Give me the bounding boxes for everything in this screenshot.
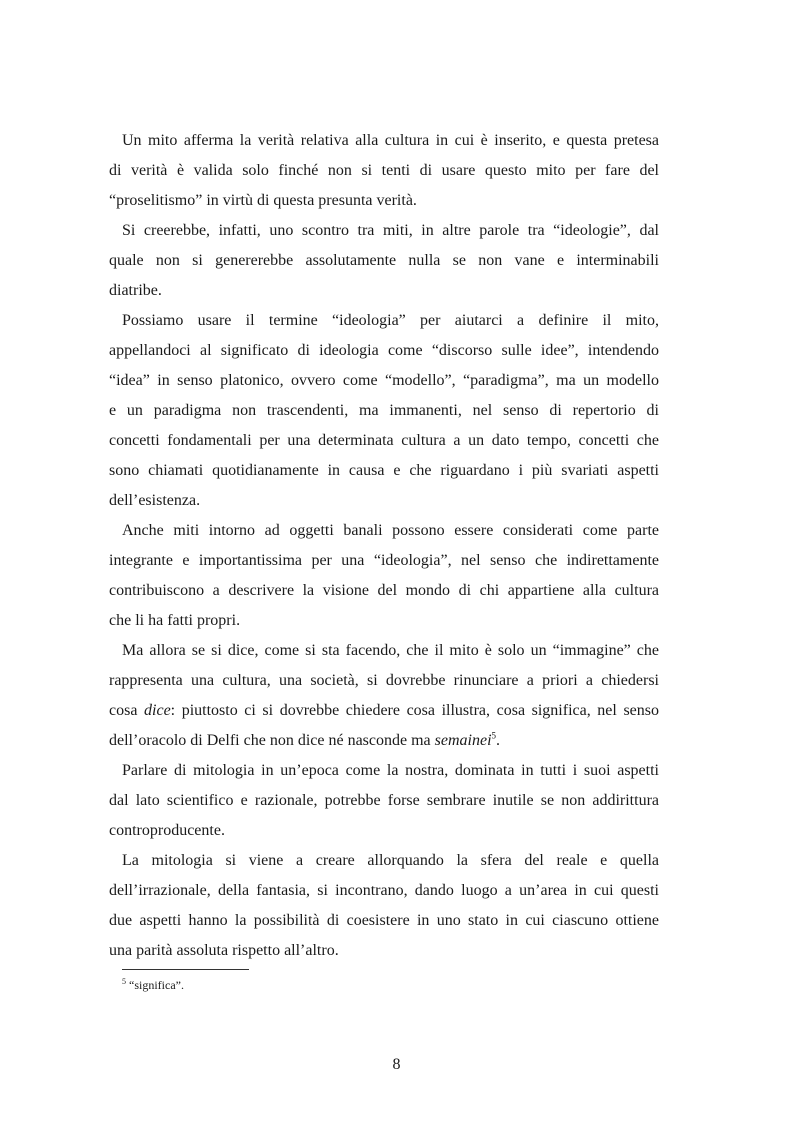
text-line: controproducente. [109, 822, 225, 839]
text-line: Un mito afferma la verità relativa alla cultura in cui è inserito, e questa pretesa [122, 132, 659, 149]
paragraph-1 [109, 126, 659, 216]
text-run: : piuttosto ci si dovrebbe chiedere cosa illustra, cosa significa, nel senso [170, 702, 659, 719]
text-run: dell’oracolo di Delfi che non dice né nasconde ma [109, 732, 435, 749]
footnote-number: 5 [122, 977, 126, 986]
footnote-text: “significa”. [126, 978, 184, 992]
text-line: Possiamo usare il termine “ideologia” per aiutarci a definire il mito, [122, 312, 659, 329]
footnote-reference[interactable]: 5 [491, 730, 497, 741]
text-line: integrante e importantissima per una “ideologia”, nel senso che indirettamente [109, 552, 659, 569]
body-text [109, 126, 659, 966]
text-line: una parità assoluta rispetto all’altro. [109, 942, 339, 959]
italic-word: dice [144, 702, 171, 719]
text-line: Anche miti intorno ad oggetti banali possono essere considerati come parte [122, 522, 659, 539]
text-run: . [496, 732, 501, 749]
paragraph-3 [109, 306, 659, 516]
footnote-separator [122, 969, 249, 970]
text-line: quale non si genererebbe assolutamente nulla se non vane e interminabili [109, 252, 659, 269]
text-line: appellandoci al significato di ideologia come “discorso sulle idee”, intendendo [109, 342, 659, 359]
text-line: concetti fondamentali per una determinata cultura a un dato tempo, concetti che [109, 432, 659, 449]
text-run: cosa [109, 702, 145, 719]
text-line: Parlare di mitologia in un’epoca come la nostra, dominata in tutti i suoi aspetti [122, 762, 659, 779]
page-number: 8 [392, 1056, 401, 1073]
paragraph-7 [109, 846, 659, 966]
text-line: rappresenta una cultura, una società, si dovrebbe rinunciare a priori a chiedersi [109, 672, 659, 689]
text-line: e un paradigma non trascendenti, ma immanenti, nel senso di repertorio di [109, 402, 659, 419]
text-line: contribuiscono a descrivere la visione del mondo di chi appartiene alla cultura [109, 582, 659, 599]
text-line: dell’esistenza. [109, 492, 201, 509]
text-line: dal lato scientifico e razionale, potrebbe forse sembrare inutile se non addirittura [109, 792, 659, 809]
text-line: due aspetti hanno la possibilità di coesistere in uno stato in cui ciascuno ottiene [109, 912, 659, 929]
text-line: diatribe. [109, 282, 162, 299]
italic-word: semainei [434, 732, 492, 749]
paragraph-6 [109, 756, 659, 846]
text-line: dell’irrazionale, della fantasia, si incontrano, dando luogo a un’area in cui questi [109, 882, 659, 899]
text-line: di verità è valida solo finché non si tenti di usare questo mito per fare del [109, 162, 659, 179]
paragraph-2 [109, 216, 659, 306]
text-line [109, 696, 659, 726]
paragraph-5 [109, 636, 659, 756]
paragraph-4 [109, 516, 659, 636]
text-line: “idea” in senso platonico, ovvero come “modello”, “paradigma”, ma un modello [109, 372, 659, 389]
text-line: La mitologia si viene a creare allorquando la sfera del reale e quella [122, 852, 659, 869]
text-line: Ma allora se si dice, come si sta facendo, che il mito è solo un “immagine” che [122, 642, 659, 659]
text-line [109, 726, 659, 756]
footnote [122, 974, 184, 993]
text-line: sono chiamati quotidianamente in causa e che riguardano i più svariati aspetti [109, 462, 659, 479]
text-line: “proselitismo” in virtù di questa presunta verità. [109, 192, 417, 209]
text-line: che li ha fatti propri. [109, 612, 241, 629]
text-line: Si creerebbe, infatti, uno scontro tra miti, in altre parole tra “ideologie”, dal [122, 222, 659, 239]
